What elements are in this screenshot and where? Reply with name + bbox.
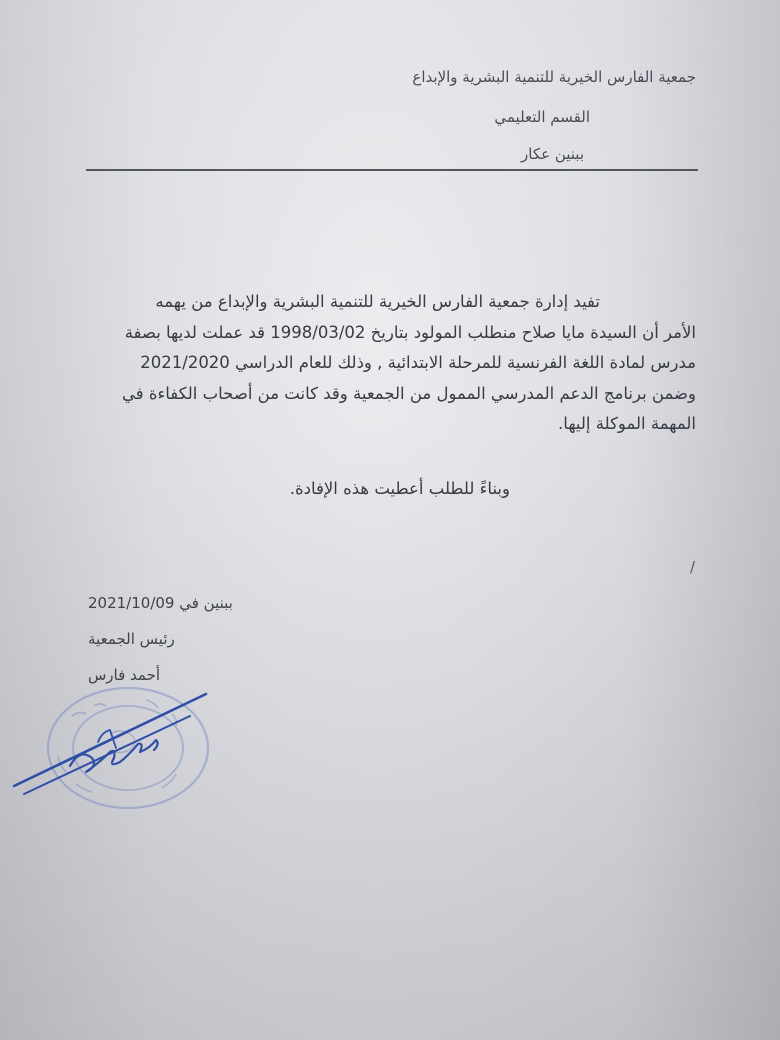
body-line: المهمة الموكلة إليها. [558, 414, 696, 433]
header-divider [86, 169, 698, 171]
organization-name: جمعية الفارس الخيرية للتنمية البشرية والإبداع [412, 68, 696, 86]
signature-date: ببنين في 2021/10/09 [88, 594, 233, 612]
body-line: تفيد إدارة جمعية الفارس الخيرية للتنمية البشرية والإبداع من يهمه [155, 292, 600, 311]
department-name: القسم التعليمي [494, 108, 590, 126]
stray-mark: / [690, 558, 696, 576]
signatory-name: أحمد فارس [88, 666, 161, 684]
body-line: وضمن برنامج الدعم المدرسي الممول من الجمعية وقد كانت من أصحاب الكفاءة في [121, 383, 696, 403]
body-line: الأمر أن السيدة مايا صلاح منطلب المولود بتاريخ 1998/03/02 قد عملت لديها بصفة [124, 322, 696, 342]
body-line: مدرس لمادة اللغة الفرنسية للمرحلة الابتدائية , وذلك للعام الدراسي 2021/2020 [140, 353, 696, 372]
town-name: ببنين عكار [521, 145, 584, 163]
signatory-title: رئيس الجمعية [88, 630, 175, 648]
stamp-and-signature [10, 686, 230, 816]
closing-line: وبناءً للطلب أعطيت هذه الإفادة. [289, 479, 510, 498]
stamp-seal [48, 688, 208, 808]
body-paragraph [84, 287, 696, 440]
